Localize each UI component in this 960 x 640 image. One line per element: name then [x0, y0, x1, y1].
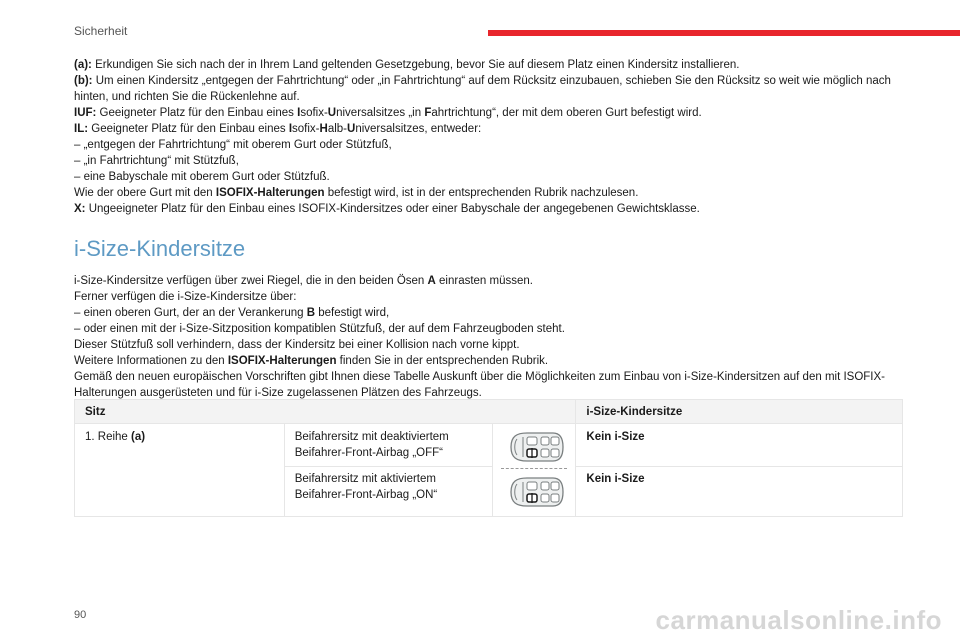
il-option: – „entgegen der Fahrtrichtung“ mit oberem Gurt oder Stützfuß, — [74, 139, 392, 151]
isize-paragraph: Gemäß den neuen europäischen Vorschriften gibt Ihnen diese Tabelle Auskunft über die Möglichkeiten zum Einbau von i-Size-Kindersitzen auf den mit ISOFIX-Halterungen ausgerüsteten und für i-Size zugelassenen Plätzen des Fahrzeugs. — [74, 371, 885, 399]
isize-paragraph: – einen oberen Gurt, der an der Verankerung B befestigt wird, — [74, 307, 390, 319]
legend-b: (b): Um einen Kindersitz „entgegen der Fahrtrichtung“ oder „in Fahrtrichtung“ auf dem Rücksitz einzubauen, schieben Sie den Rücksitz so weit wie möglich nach hinten, und richten Sie die Rückenlehne auf. — [74, 75, 891, 103]
legend-a: (a): Erkundigen Sie sich nach der in Ihrem Land geltenden Gesetzgebung, bevor Sie auf diesem Platz einen Kindersitz installieren. — [74, 59, 740, 71]
il-option: – „in Fahrtrichtung“ mit Stützfuß, — [74, 155, 239, 167]
isize-table — [74, 399, 903, 517]
isize-value: Kein i-Size — [576, 424, 903, 467]
seat-icons — [492, 424, 576, 517]
header-isize: i-Size-Kindersitze — [576, 400, 903, 424]
table-row — [75, 424, 903, 467]
il-option: – eine Babyschale mit oberem Gurt oder Stützfuß. — [74, 171, 330, 183]
isize-paragraph: Weitere Informationen zu den ISOFIX-Halterungen finden Sie in der entsprechenden Rubrik. — [74, 355, 549, 367]
car-seat-airbag-off-icon — [507, 430, 565, 464]
legend-x: X: Ungeeigneter Platz für den Einbau eines ISOFIX-Kindersitzes oder einer Babyschale der angegebenen Gewichtsklasse. — [74, 203, 700, 215]
isize-paragraph: i-Size-Kindersitze verfügen über zwei Riegel, die in den beiden Ösen A einrasten müssen. — [74, 275, 533, 287]
car-seat-airbag-on-icon — [507, 475, 565, 509]
page-number: 90 — [74, 609, 87, 621]
header-seat: Sitz — [75, 400, 576, 424]
legend-upper-belt: Wie der obere Gurt mit den ISOFIX-Halterungen befestigt wird, ist in der entsprechenden Rubrik nachzulesen. — [74, 187, 639, 199]
row-label: 1. Reihe (a) — [75, 424, 285, 517]
seat-position: Beifahrersitz mit deaktiviertem Beifahrer-Front-Airbag „OFF“ — [284, 424, 492, 467]
legend-il: IL: Geeigneter Platz für den Einbau eines Isofix-Halb-Universalsitzes, entweder: — [74, 123, 482, 135]
section-heading: i-Size-Kindersitze — [74, 236, 246, 261]
table-header-row — [75, 400, 903, 424]
seat-position: Beifahrersitz mit aktiviertem Beifahrer-Front-Airbag „ON“ — [284, 467, 492, 517]
isize-value: Kein i-Size — [576, 467, 903, 517]
isize-paragraph: Ferner verfügen die i-Size-Kindersitze über: — [74, 291, 297, 303]
isize-paragraph: Dieser Stützfuß soll verhindern, dass der Kindersitz bei einer Kollision nach vorne kippt. — [74, 339, 520, 351]
page-content — [74, 57, 904, 401]
header-accent-bar — [488, 30, 960, 36]
icon-divider — [501, 468, 568, 469]
legend-iuf: IUF: Geeigneter Platz für den Einbau eines Isofix-Universalsitzes „in Fahrtrichtung“, der mit dem oberen Gurt befestigt wird. — [74, 107, 702, 119]
watermark: carmanualsonline.info — [655, 605, 942, 635]
isize-paragraph: – oder einen mit der i-Size-Sitzposition kompatiblen Stützfuß, der auf dem Fahrzeugboden steht. — [74, 323, 565, 335]
section-label: Sicherheit — [74, 24, 128, 38]
